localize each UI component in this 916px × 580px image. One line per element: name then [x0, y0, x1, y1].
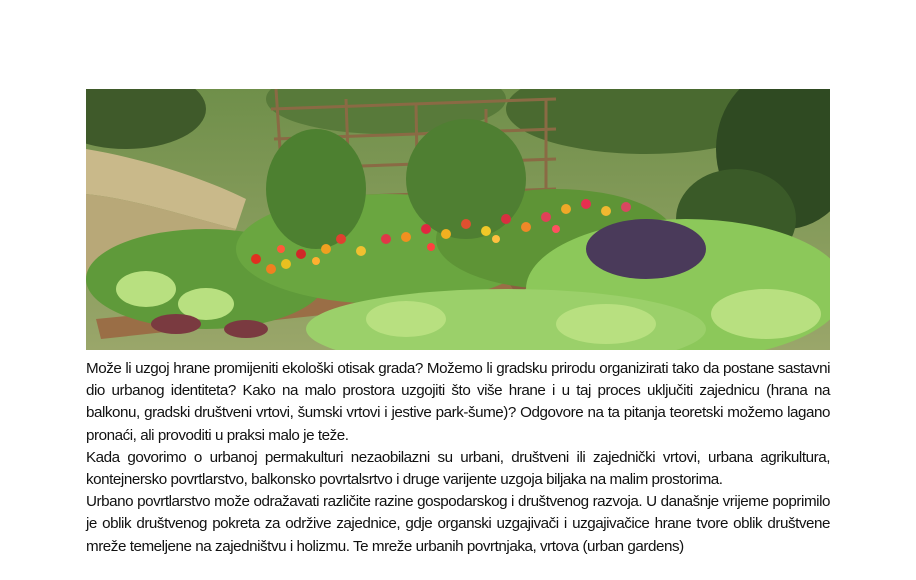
garden-photo: [86, 89, 830, 350]
paragraph: Kada govorimo o urbanoj permakulturi nezaobilazni su urbani, društveni ili zajednički vrtovi, urbana agrikultura, kontejnersko povrtlarstvo, balkonsko povrtalsrtvo i druge varijente uzgoja biljaka na malim prostorima.: [86, 448, 830, 489]
paragraph: Može li uzgoj hrane promijeniti ekološki otisak grada? Možemo li gradsku prirodu organizirati tako da postane sastavni dio urbanog identiteta? Kako na malo prostora uzgojiti što više hrane i u taj proces uključiti zajednicu (hrana na balkonu, gradski društveni vrtovi, šumski vrtovi i jestive park-šume)? Odgovore na ta pitanja teoretski možemo lagano pronaći, ali provoditi u praksi malo je teže.: [86, 360, 830, 444]
paragraph: Urbano povrtlarstvo može odražavati različite razine gospodarskog i društvenog razvoja. U današnje vrijeme poprimilo je oblik društvenog pokreta za održive zajednice, gdje organski uzgajivači i uzgajivačice hrane tvore oblik društvene mreže temeljene na zajedništvu i holizmu. Te mreže urbanih povrtnjaka, vrtova (urban gardens): [86, 493, 830, 555]
article-text: [86, 358, 830, 558]
